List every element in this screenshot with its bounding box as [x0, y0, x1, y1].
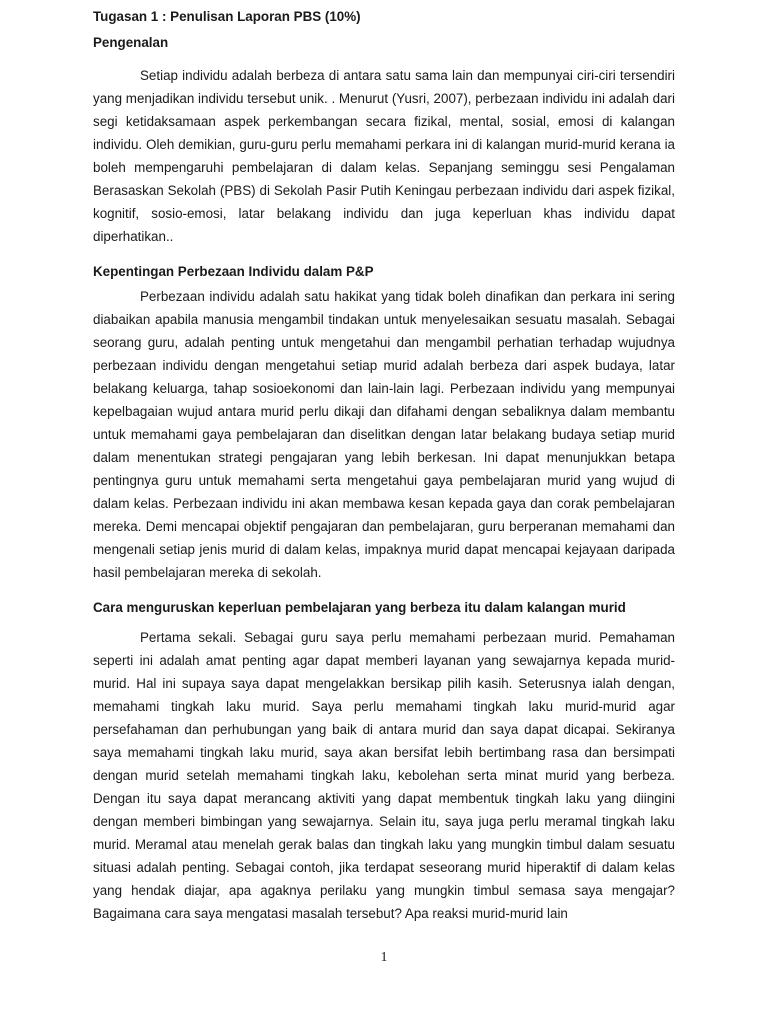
paragraph-pengenalan: Setiap individu adalah berbeza di antara satu sama lain dan mempunyai ciri-ciri tersendiri yang menjadikan individu tersebut unik. . Menurut (Yusri, 2007), perbezaan individu ini adalah dari segi ketidaksamaan aspek perkembangan secara fizikal, mental, sosial, emosi di kalangan individu. Oleh demikian, guru-guru perlu memahami perkara ini di kalangan murid-murid kerana ia boleh mempengaruhi pembelajaran di dalam kelas. Sepanjang seminggu sesi Pengalaman Berasaskan Sekolah (PBS) di Sekolah Pasir Putih Keningau perbezaan individu dari aspek fizikal, kognitif, sosio-emosi, latar belakang individu dan juga keperluan khas individu dapat diperhatikan..: [93, 68, 675, 244]
paragraph-cara: Pertama sekali. Sebagai guru saya perlu memahami perbezaan murid. Pemahaman seperti ini adalah amat penting agar dapat memberi layanan yang sewajarnya kepada murid-murid. Hal ini supaya saya dapat mengelakkan bersikap pilih kasih. Seterusnya ialah dengan, memahami tingkah laku murid. Saya perlu memahami tingkah laku murid-murid agar persefahaman dan perhubungan yang baik di antara murid dan saya dapat dicapai. Sekiranya saya memahami tingkah laku murid, saya akan bersifat lebih bertimbang rasa dan bersimpati dengan murid setelah memahami tingkah laku, kebolehan serta minat murid yang berbeza. Dengan itu saya dapat merancang aktiviti yang dapat membentuk tingkah laku yang diingini dengan memberi bimbingan yang sewajarnya. Selain itu, saya juga perlu meramal tingkah laku murid. Meramal atau menelah gerak balas dan tingkah laku yang mungkin timbul dalam sesuatu situasi adalah penting. Sebagai contoh, jika terdapat seseorang murid hiperaktif di dalam kelas yang hendak diajar, apa agaknya perilaku yang mungkin timbul semasa saya mengajar? Bagaimana cara saya mengatasi masalah tersebut? Apa reaksi murid-murid lain: [93, 630, 675, 921]
section-heading-pengenalan: Pengenalan: [93, 35, 169, 50]
paragraph-kepentingan: Perbezaan individu adalah satu hakikat yang tidak boleh dinafikan dan perkara ini sering diabaikan apabila manusia mengambil tindakan untuk menyelesaikan sesuatu masalah. Sebagai seorang guru, adalah penting untuk mengetahui dan mengambil perhatian terhadap wujudnya perbezaan individu dengan mengetahui setiap murid adalah berbeza dari aspek budaya, latar belakang keluarga, tahap sosioekonomi dan lain-lain lagi. Perbezaan individu yang mempunyai kepelbagaian wujud antara murid perlu dikaji dan difahami dengan sebaliknya dalam membantu untuk memahami gaya pembelajaran dan diselitkan dengan latar belakang budaya setiap murid dalam menentukan strategi pengajaran yang lebih berkesan. Ini dapat menunjukkan betapa pentingnya guru untuk memahami serta mengetahui gaya pembelajaran murid yang wujud di dalam kelas. Perbezaan individu ini akan membawa kesan kepada gaya dan corak pembelajaran mereka. Demi mencapai objektif pengajaran dan pembelajaran, guru berperanan memahami dan mengenali setiap jenis murid di dalam kelas, impaknya murid dapat mencapai kejayaan daripada hasil pembelajaran mereka di sekolah.: [93, 289, 675, 580]
document-title: Tugasan 1 : Penulisan Laporan PBS (10%): [93, 9, 361, 24]
section-heading-kepentingan: Kepentingan Perbezaan Individu dalam P&P: [93, 264, 374, 279]
page-number: 1: [380, 950, 388, 965]
section-heading-cara: Cara menguruskan keperluan pembelajaran yang berbeza itu dalam kalangan murid: [93, 600, 626, 615]
